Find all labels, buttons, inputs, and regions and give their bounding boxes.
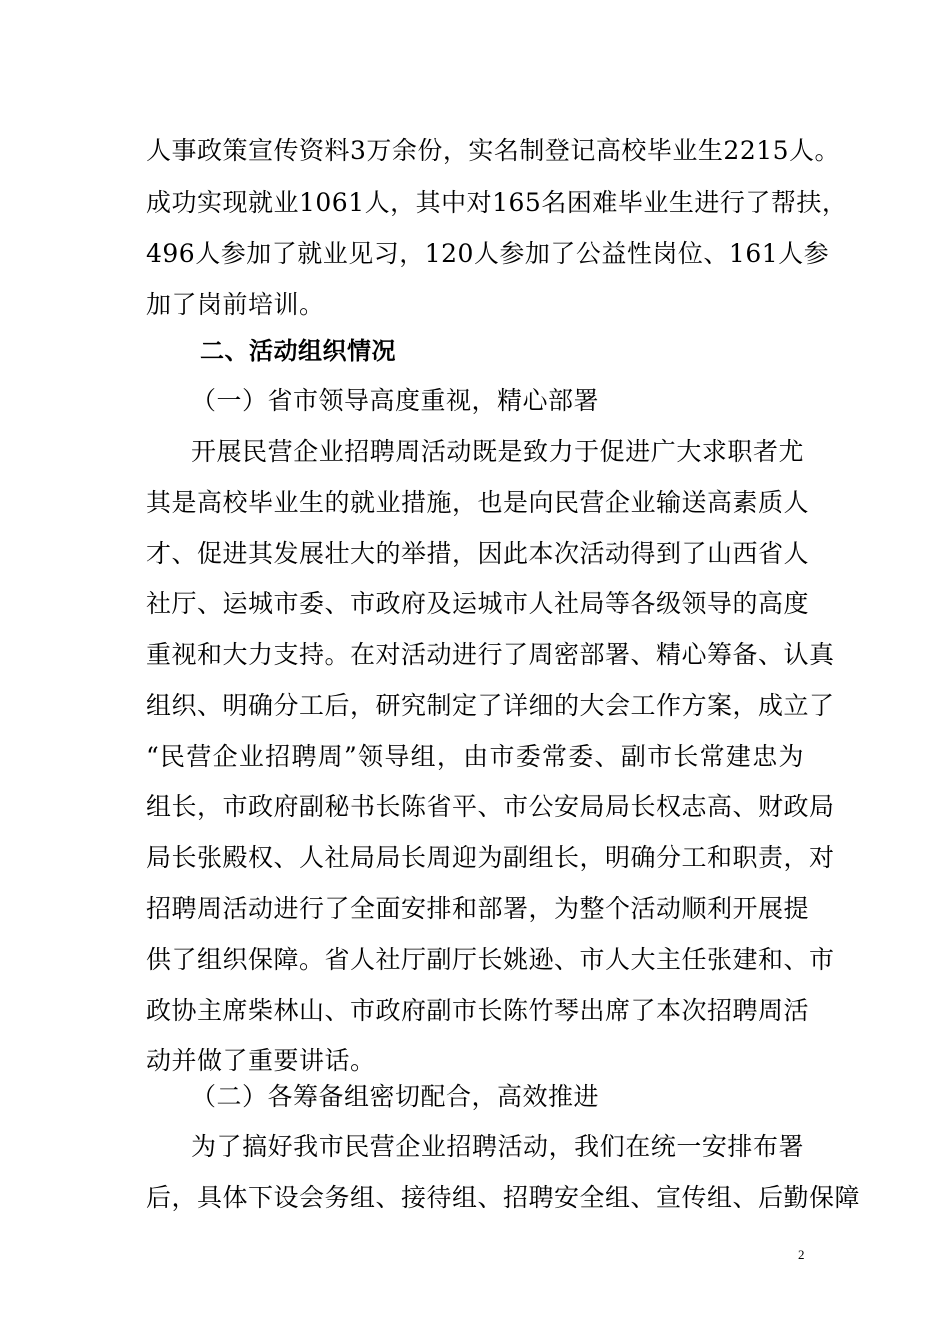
paragraph-line: 为了搞好我市民营企业招聘活动，我们在统一安排布署 <box>191 1132 804 1161</box>
paragraph-line: 动并做了重要讲话。 <box>146 1046 376 1075</box>
page-number: 2 <box>798 1247 805 1262</box>
paragraph-line: 人事政策宣传资料3万余份，实名制登记高校毕业生2215人。 <box>146 136 841 165</box>
paragraph-line: 局长张殿权、人社局局长周迎为副组长，明确分工和职责，对 <box>146 843 835 872</box>
section-heading: 二、活动组织情况 <box>200 337 396 365</box>
paragraph-line: 其是高校毕业生的就业措施，也是向民营企业输送高素质人 <box>146 488 810 517</box>
paragraph-line: 组织、明确分工后，研究制定了详细的大会工作方案，成立了 <box>146 691 835 720</box>
subsection-heading: （二）各筹备组密切配合，高效推进 <box>191 1082 600 1111</box>
paragraph-line: 供了组织保障。省人社厅副厅长姚逊、市人大主任张建和、市 <box>146 945 835 974</box>
paragraph-line: 招聘周活动进行了全面安排和部署，为整个活动顺利开展提 <box>146 894 810 923</box>
paragraph-line: “民营企业招聘周”领导组，由市委常委、副市长常建忠为 <box>146 742 804 771</box>
subsection-heading: （一）省市领导高度重视，精心部署 <box>191 386 600 415</box>
paragraph-line: 重视和大力支持。在对活动进行了周密部署、精心筹备、认真 <box>146 640 835 669</box>
paragraph-line: 才、促进其发展壮大的举措，因此本次活动得到了山西省人 <box>146 539 810 568</box>
paragraph-line: 社厅、运城市委、市政府及运城市人社局等各级领导的高度 <box>146 589 810 618</box>
paragraph-line: 政协主席柴林山、市政府副市长陈竹琴出席了本次招聘周活 <box>146 996 810 1025</box>
paragraph-line: 496人参加了就业见习，120人参加了公益性岗位、161人参 <box>146 239 830 268</box>
paragraph-line: 成功实现就业1061人，其中对165名困难毕业生进行了帮扶， <box>146 188 848 217</box>
paragraph-line: 组长，市政府副秘书长陈省平、市公安局局长权志高、财政局 <box>146 792 835 821</box>
paragraph-line: 开展民营企业招聘周活动既是致力于促进广大求职者尤 <box>191 437 804 466</box>
paragraph-line: 后，具体下设会务组、接待组、招聘安全组、宣传组、后勤保障 <box>146 1183 861 1212</box>
paragraph-line: 加了岗前培训。 <box>146 290 325 319</box>
